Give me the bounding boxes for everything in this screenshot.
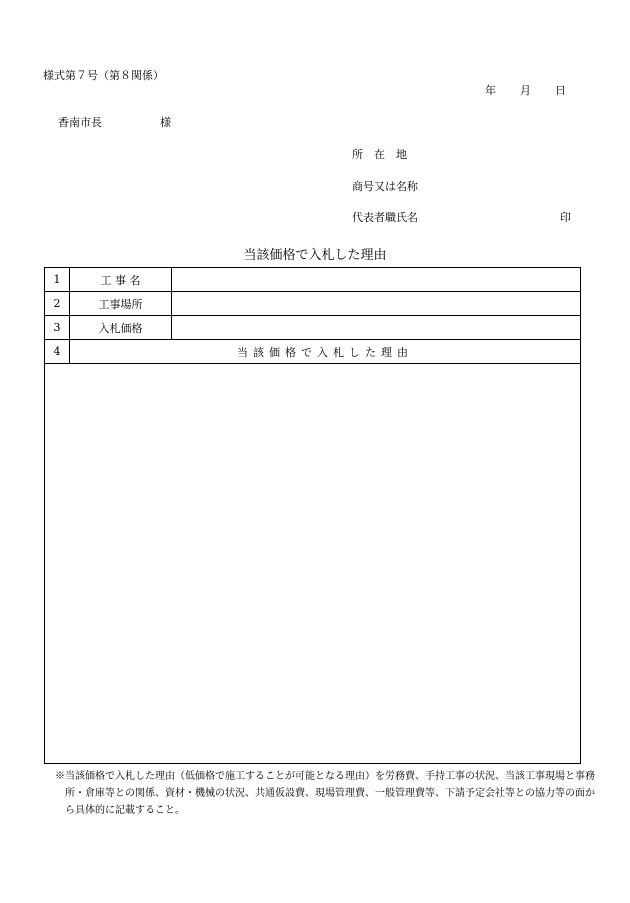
table-row [45, 268, 581, 292]
work-location-field[interactable] [172, 292, 581, 316]
row-number: 1 [45, 268, 70, 292]
address-label: 所 在 地 [352, 148, 407, 161]
representative-label: 代表者職氏名 [352, 211, 418, 224]
row-number: 2 [45, 292, 70, 316]
reason-table [44, 267, 581, 764]
seal-mark: 印 [560, 211, 571, 224]
date-day: 日 [555, 84, 566, 97]
row-label-work-location: 工事場所 [70, 292, 172, 316]
document-title: 当該価格で入札した理由 [243, 248, 387, 263]
row-label-bid-price: 入札価格 [70, 316, 172, 340]
addressee-name: 香南市長 [58, 116, 102, 129]
work-name-field[interactable] [172, 268, 581, 292]
date-line [485, 82, 566, 98]
table-row [45, 292, 581, 316]
bid-price-field[interactable] [172, 316, 581, 340]
row-number: 3 [45, 316, 70, 340]
table-row [45, 340, 581, 364]
table-row [45, 364, 581, 764]
date-month: 月 [520, 84, 531, 97]
addressee [58, 114, 171, 130]
table-row [45, 316, 581, 340]
company-name-label: 商号又は名称 [352, 180, 418, 193]
instruction-note: ※当該価格で入札した理由（低価格で施工することが可能となる理由）を労務費、手持工事の状況、当該工事現場と事務所・倉庫等との関係、資材・機械の状況、共通仮設費、現場管理費、一般管理費等、下請予定会社等との協力等の面から具体的に記載すること。 [55, 771, 595, 816]
row-number: 4 [45, 340, 70, 364]
reason-body-field[interactable] [45, 364, 581, 764]
reason-heading: 当該価格で入札した理由 [70, 340, 581, 364]
row-label-work-name: 工 事 名 [70, 268, 172, 292]
form-number: 様式第７号（第８関係） [43, 69, 164, 82]
date-year: 年 [485, 84, 496, 97]
honorific: 様 [160, 116, 171, 129]
